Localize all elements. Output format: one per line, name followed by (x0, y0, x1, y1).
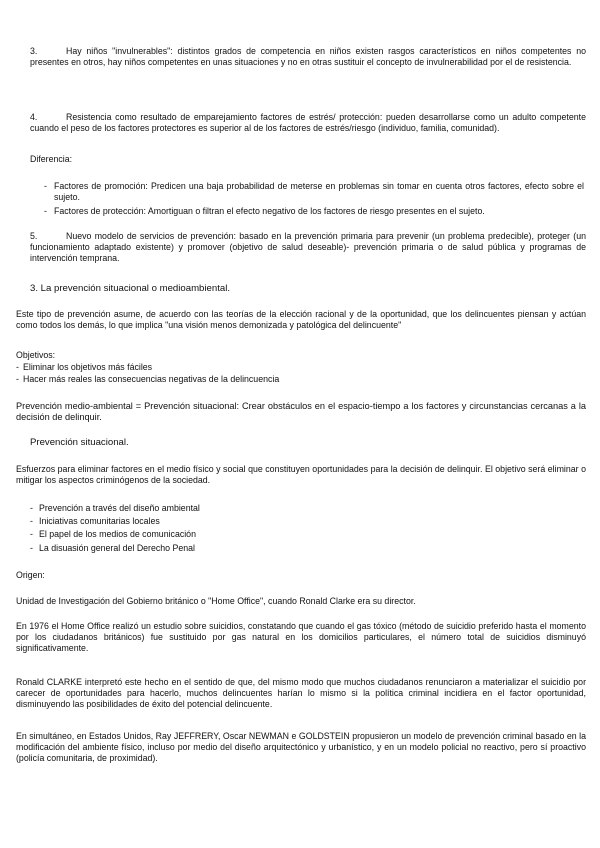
esfuerzos-paragraph: Esfuerzos para eliminar factores en el medio físico y social que constituyen oportunidades para la decisión de delinquir. El objetivo será eliminar o mitigar los aspectos criminógenos de la sociedad. (16, 464, 586, 485)
diferencia-label: Diferencia: (30, 154, 73, 164)
paragraph-1976: En 1976 el Home Office realizó un estudio sobre suicidios, constatando que cuando el gas tóxico (método de suicidio preferido hasta el momento por los ciudadanos británicos) fue sustituido por gas natural en los domicilios particulares, el número total de suicidios disminuyó significativamente. (16, 621, 586, 653)
diferencia-list (44, 181, 584, 220)
numbered-item-4 (30, 112, 586, 134)
objetivos-label: Objetivos: (16, 350, 56, 360)
item-number: 3. (30, 46, 38, 56)
definition-paragraph: Prevención medio-ambiental = Prevención situacional: Crear obstáculos en el espacio-tiempo a los factores y circunstancias cercanas a la decisión de delinquir. (16, 401, 586, 422)
list-item: - Factores de protección: Amortiguan o filtran el efecto negativo de los factores de riesgo presentes en el sujeto. (44, 206, 584, 217)
item-text: Resistencia como resultado de emparejamiento factores de estrés/ protección: pueden desarrollarse como un adulto competente cuando el peso de los factores protectores es superior al de los factores de estrés/riesgo (individuo, familia, comunidad). (30, 112, 586, 133)
list-item: - Eliminar los objetivos más fáciles (16, 361, 586, 373)
list-item: - El papel de los medios de comunicación (30, 528, 570, 541)
list-item: - Iniciativas comunitarias locales (30, 515, 570, 528)
item-text: Nuevo modelo de servicios de prevención: basado en la prevención primaria para prevenir (un problema predecible), proteger (un funcionamiento adaptado existente) y promover (objetivo de salud deseable)- prevención primaria o de salud pública y programas de intervención temprana. (30, 231, 586, 263)
objetivos-list (16, 361, 586, 385)
paragraph-simultaneo: En simultáneo, en Estados Unidos, Ray JEFFRERY, Oscar NEWMAN e GOLDSTEIN propusieron un modelo de prevención criminal basado en la modificación del ambiente físico, incluso por medio del diseño arquitectónico y urbanístico, y en un modelo policial no reactivo, pero sí proactivo (policía comunitaria, de proximidad). (16, 731, 586, 763)
paragraph-clarke: Ronald CLARKE interpretó este hecho en el sentido de que, del mismo modo que muchos ciudadanos renunciaron a materializar el suicidio por carecer de oportunidades para hacerlo, muchos delincuentes harían lo mismo si la política criminal incidiera en el factor oportunidad, disminuyendo las posibilidades de éxito del potencial delincuente. (16, 677, 586, 709)
list-item: - Hacer más reales las consecuencias negativas de la delincuencia (16, 373, 586, 385)
section-heading: 3. La prevención situacional o medioambiental. (30, 283, 230, 294)
intro-paragraph: Este tipo de prevención asume, de acuerdo con las teorías de la elección racional y de la oportunidad, que los delincuentes piensan y actúan como todos los demás, lo que implica "una visión menos demonizada y patológica del delincuente" (16, 309, 586, 330)
numbered-item-3 (30, 46, 586, 68)
situacional-list (30, 502, 570, 555)
list-item: - Prevención a través del diseño ambiental (30, 502, 570, 515)
numbered-item-5 (30, 231, 586, 264)
item-text: Hay niños "invulnerables": distintos grados de competencia en niños existen rasgos característicos en niños competentes no presentes en otros, hay niños competentes en unas situaciones y no en otras sustituir el concepto de invulnerabilidad por el de resistencia. (30, 46, 586, 67)
origen-paragraph: Unidad de Investigación del Gobierno británico o "Home Office", cuando Ronald Clarke era su director. (16, 596, 416, 606)
item-number: 5. (30, 231, 38, 241)
origen-label: Origen: (16, 570, 45, 580)
list-item: - La disuasión general del Derecho Penal (30, 542, 570, 555)
list-item: - Factores de promoción: Predicen una baja probabilidad de meterse en problemas sin tomar en cuenta otros factores, efecto sobre el sujeto. (44, 181, 584, 203)
item-number: 4. (30, 112, 38, 122)
sub-heading: Prevención situacional. (30, 437, 129, 448)
